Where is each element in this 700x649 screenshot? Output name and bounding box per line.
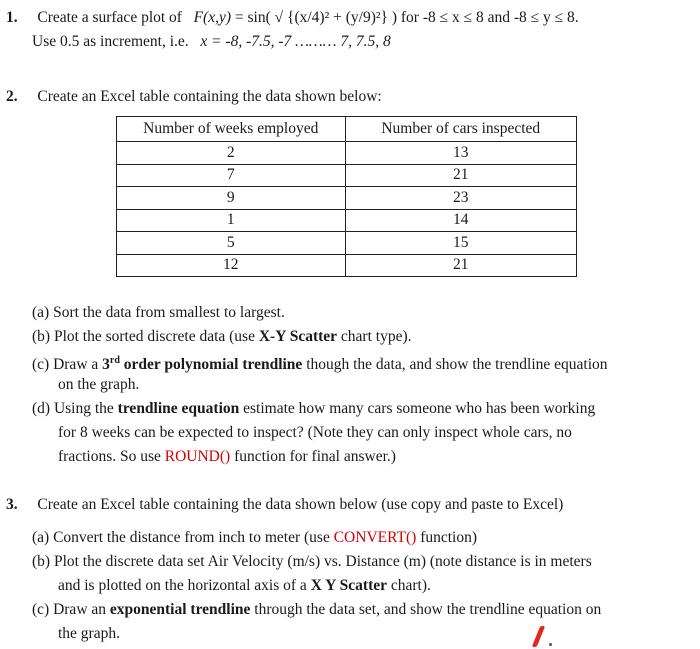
q2-part-d-end: estimate how many cars someone who has been working [239,400,596,417]
q2-number: 2. [6,88,18,105]
q3-part-b-line2 [58,576,431,596]
q2-part-c-bold: order polynomial trendline [119,356,303,374]
table-cell: 5 [117,232,346,255]
q2-intro-text: Create an Excel table containing the data shown below: [37,88,382,105]
table-row [117,142,577,165]
table-row [117,164,577,187]
q2-part-c-sup: rd [109,355,120,366]
q3-part-c-end: through the data set, and show the trendline equation on [250,601,602,618]
q3-number: 3. [6,496,18,513]
q2-part-b [32,327,411,347]
table-header-cars: Number of cars inspected [345,117,577,142]
table-cell: 21 [345,254,577,277]
q3-line1 [6,495,563,515]
q2-part-d-bold: trendline equation [117,400,240,417]
q2-part-d-line2: for 8 weeks can be expected to inspect? (Note they can only inspect whole cars, no [58,424,572,441]
q1-line1 [6,8,579,28]
table-cell: 12 [117,254,346,277]
q2-line1 [6,87,382,107]
q3-part-b-bold: X Y Scatter [310,577,388,594]
q3-part-c [32,600,601,620]
q2-part-d-line3-text: fractions. So use [58,448,165,465]
cursor-dot [549,643,552,646]
q2-part-c-order: 3 [102,356,110,374]
q2-part-b-text: (b) Plot the sorted discrete data (use [32,328,259,345]
q3-part-b-line2-end: chart). [387,577,431,594]
q3-part-c-bold: exponential trendline [109,601,251,618]
table-cell: 1 [117,209,346,232]
table-header-weeks: Number of weeks employed [117,117,346,142]
q3-part-b-line2-text: and is plotted on the horizontal axis of a [58,577,311,594]
table-header-row [117,117,577,142]
q1-intro-text: Create a surface plot of [37,9,182,26]
q1-function-lhs: F(x,y) [193,9,232,26]
q2-part-a: (a) Sort the data from smallest to largest. [32,304,285,321]
table-cell: 13 [345,142,577,165]
q3-part-c-line2: the graph. [58,625,120,642]
table-row [117,254,577,277]
red-pen-mark [532,626,545,647]
q1-line2 [32,32,391,52]
q1-range: for -8 ≤ x ≤ 8 and -8 ≤ y ≤ 8. [397,9,579,26]
q1-increment-text: Use 0.5 as increment, i.e. [32,33,189,50]
q2-part-c [32,351,608,375]
q1-increment-values: x = -8, -7.5, -7 ……… 7, 7.5, 8 [200,33,391,50]
q3-part-b: (b) Plot the discrete data set Air Velocity (m/s) vs. Distance (m) (note distance is in meters [32,553,592,570]
q3-part-a-end: function) [416,529,478,546]
q2-part-c-end: though the data, and show the trendline equation [302,356,608,374]
q2-part-d-text: (d) Using the [32,400,118,417]
table-row [117,232,577,255]
table-row [117,187,577,210]
q2-part-d-line3-end: function for final answer.) [230,448,396,465]
table-cell: 15 [345,232,577,255]
q3-part-a [32,528,477,548]
q2-part-b-bold: X-Y Scatter [258,328,338,345]
table-row [117,209,577,232]
table-cell: 14 [345,209,577,232]
q2-part-d [32,399,595,419]
q3-intro-text: Create an Excel table containing the data shown below (use copy and paste to Excel) [37,496,564,513]
q2-part-b-end: chart type). [337,328,412,345]
q2-part-c-text: (c) Draw a [32,356,103,374]
q1-function-rhs: = sin( √ {(x/4)² + (y/9)²} ) [231,9,397,26]
table-cell: 21 [345,164,577,187]
q2-part-c-line2: on the graph. [58,376,140,393]
q3-part-c-text: (c) Draw an [32,601,110,618]
table-cell: 7 [117,164,346,187]
q3-convert-function: CONVERT() [333,529,417,546]
table-cell: 23 [345,187,577,210]
table-cell: 9 [117,187,346,210]
q2-round-function: ROUND() [164,448,231,465]
q1-number: 1. [6,9,18,26]
table-cell: 2 [117,142,346,165]
weeks-cars-table [116,116,577,277]
q3-part-a-text: (a) Convert the distance from inch to meter (use [32,529,334,546]
q2-part-d-line3 [58,447,396,467]
